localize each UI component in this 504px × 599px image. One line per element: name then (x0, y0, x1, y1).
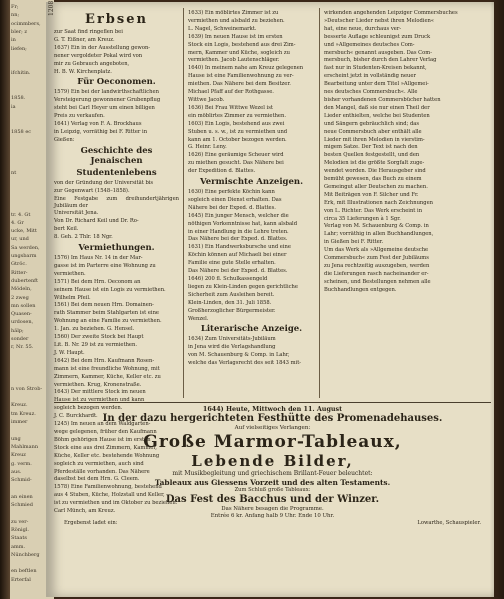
text-line: Mit Beiträgen von F. Silcher und Fr. (324, 191, 419, 198)
text-line: in Jena wird die Verlagshandlung (188, 344, 276, 351)
text-line: Buchhandlungen entgegen. (324, 286, 397, 293)
text-line: 1571) Bei dem Hrn. Oeconom an (54, 278, 141, 285)
facing-page-fragment: an einen (11, 493, 33, 500)
facing-page-fragment: Schmied (11, 502, 33, 508)
text-line: 1636) Bei Frau Wittwe Wezel ist (188, 104, 273, 111)
text-line: zur Saat find ringeflen bei (54, 29, 123, 35)
announcement-subheadline: Lebende Bilder, (191, 452, 354, 470)
text-line: 8. Geh. 2 Thlr. 18 Ngr. (54, 234, 113, 241)
facing-page-fragment: r, Nr. 55. (11, 344, 34, 351)
text-line: kann am 1. October bezogen werden. (188, 136, 287, 143)
text-line: steht bei Carl Heyer um einen billigen (54, 105, 155, 112)
facing-page-fragment: nn; (11, 12, 20, 19)
text-line: migem Satze. Der Text ist nach den (324, 144, 418, 151)
text-line: nöthigen Vorkenntnisse hat, kann alsbald (188, 220, 298, 227)
text-line: Zimmern, Kammer, Küche, Keller etc. zu (54, 373, 161, 380)
text-line: vermiethen. Jacob Lautenschläger. (188, 57, 280, 64)
facing-page-fragment: Mödeln, (11, 286, 32, 293)
text-line: Verlag von M. Schauenburg & Comp. in (324, 223, 429, 230)
text-line: hat, eine neue, durchaus ver- (324, 25, 402, 32)
text-line: zu miethen gesucht. Das Nähere bei (188, 160, 284, 167)
announcement-tableaux: Tableaux aus Giessens Vorzeit und des alten Testaments. (154, 477, 391, 487)
announcement-headline: Große Marmor-Tableaux, (143, 432, 402, 452)
facing-page-fragment: ung (11, 435, 21, 442)
text-line: Küche, Keller etc. bestehende Wohnung (54, 452, 160, 459)
facing-page-fragment: Nünchberg (11, 551, 40, 558)
section-heading: Geschichte des Jenaischen (80, 145, 153, 166)
text-line: ein möblirtes Zimmer zu vermiethen. (188, 112, 286, 119)
text-line: 1640) In meinem nahe am Kreuz gelegenen (188, 65, 304, 72)
text-line: nener vergoldeter Pokal wird von (54, 52, 143, 59)
facing-page-fragment: tm Kreuz. (11, 410, 36, 417)
facing-page-fragment: Quasen- (11, 311, 32, 318)
text-line: bisher vorhandenen Commersbücher hatten (324, 96, 441, 103)
text-line: zur Gegenwart (1548–1858). (54, 187, 130, 194)
announcement-signature (54, 520, 491, 527)
text-line: und »Allgemeines deutsches Com- (324, 41, 415, 48)
text-line: Carl Münch, am Kreuz. (54, 508, 116, 515)
facing-page-fragment: Kreuz (11, 452, 26, 459)
col3-text (324, 10, 491, 294)
text-line: mir zu Gebrauch angeboten, (54, 60, 130, 67)
announcement-request: Auf vielseitiges Verlangen: (234, 425, 311, 431)
section-heading: Für Oeconomen. (77, 77, 156, 88)
facing-page-fragment: 4. Gr (11, 219, 24, 226)
text-line: »Deutscher Lieder nebst ihren Melodien« (324, 17, 435, 24)
text-line: bemüht gewesen, das Buch zu einem (324, 176, 422, 183)
text-line: G. T. Eißner, am Kreuz. (54, 36, 115, 43)
facing-page-fragment: sonder (11, 336, 29, 342)
book-spine (0, 0, 10, 599)
text-line: 1579) Ein bei der landwirthschaftlichen (54, 89, 159, 96)
text-line: Wenzel. (188, 315, 209, 322)
facing-page-fragment: 1858 ec (11, 128, 32, 135)
text-line: 1561) Bei dem neuen Hrn. Domainen- (54, 302, 154, 309)
text-line: der Expedition d. Blattes. (188, 168, 256, 175)
facing-page-fragment: amm. (11, 543, 26, 550)
text-line: Erk, mit Illustrationen nach Zeichnungen (324, 199, 433, 206)
text-line: Böhm gehörigen Hause ist im ersten (54, 436, 151, 443)
text-line: Melodien ist die größte Sorgfalt zuge- (324, 160, 425, 167)
text-line: mann ist eine freundliche Wohnung, mit (54, 365, 160, 372)
announcement-finale: Das Fest des Bacchus und der Winzer. (165, 493, 380, 505)
text-line: Das Nähere bei der Exped. d. Blattes. (188, 268, 288, 275)
text-line: fast nur in Studenten-Kreisen bekannt, (324, 65, 427, 72)
announcement-date (54, 405, 491, 413)
text-line: in einer Handlung in die Lehre treten. (188, 228, 289, 235)
text-line: Hause ist zu vermiethen und kann (54, 397, 145, 404)
text-line: Von Dr. Richard Keil und Dr. Ro- (54, 218, 139, 225)
section-heading: Vermischte Anzeigen. (199, 177, 304, 188)
text-line: Um das Werk als »Allgemeine deutsche (324, 247, 429, 254)
facing-page-fragment: in (11, 37, 16, 44)
column-rule (319, 8, 320, 398)
facing-page-fragment: Gtröc. (11, 261, 27, 268)
text-line: Pferdeställe vorhanden. Das Nähere (54, 468, 150, 475)
text-line: 1639) Im neuen Hause ist im ersten (188, 33, 283, 40)
facing-page-fragment: ifchitin. (11, 70, 31, 77)
announcement-detail: mit Musikbegleitung und griechischem Brillant-Feuer beleuchtet: (172, 470, 373, 477)
text-line: Universität Jena. (54, 210, 99, 217)
text-line: 1646) 200 fl. Schulkassengeld (188, 276, 268, 282)
text-line: neue Commersbuch aber enthält alle (324, 128, 422, 135)
text-line: vermiethen und alsbald zu beziehen. (188, 17, 285, 24)
text-line: Gießen: (54, 136, 75, 143)
text-line: 1245) Im neuen an dem Waldgarten- (54, 421, 151, 428)
text-line: seinem Hause ist ein Logis zu vermiethen. (54, 286, 166, 293)
facing-page-fragment: 1858. (11, 95, 26, 102)
text-line: Lahr; vorräthig in allen Buchhandlungen, (324, 231, 434, 238)
col2-text (188, 10, 315, 367)
text-line: daselbst bei dem Hrn. G. Cleem. (54, 476, 140, 483)
section-heading: Studentenlebens (76, 167, 157, 178)
facing-page-fragment: ocimmbers, (11, 20, 41, 27)
text-line: von L. Richter. Das Werk erscheint in (324, 207, 423, 214)
facing-page-fragment: en beftlen (11, 568, 37, 575)
text-line: mern, Kammer und Küche, sogleich zu (188, 49, 290, 56)
text-line: sogleich zu vermiethen, auch sind (54, 460, 144, 467)
facing-page-fragment: Erterfal (11, 576, 31, 583)
text-line: von der Gründung der Universität bis (54, 179, 154, 186)
text-line: 1643) Der mittlere Stock im neuen (54, 389, 146, 396)
facing-page-fragment: Sa werden, (11, 244, 40, 251)
page-edge-shadow (490, 0, 504, 599)
text-line: Sicherheit zum Ausleihen bereit. (188, 291, 275, 298)
column-rule (183, 8, 184, 398)
text-line: rath Stammer beim Stahlgarten ist eine (54, 310, 159, 317)
facing-page-fragment: zu ver- (11, 518, 29, 525)
text-line: besten Quellen festgestellt, und den (324, 152, 420, 159)
text-line: liegen zu Klein-Linden gegen gerichtliche (188, 283, 298, 290)
signature-name: Lowarthe, Schauspieler. (417, 519, 481, 526)
facing-page-fragment: nt (11, 170, 17, 176)
text-line: Klein-Linden, den 31. Juli 1858. (188, 299, 272, 306)
text-line: Großherzoglicher Bürgermeister. (188, 307, 276, 314)
text-line: H. B. W. Kirchenplatz. (54, 68, 112, 75)
text-line: Lit. B. Nr. 29 ist zu vermiethen. (54, 342, 137, 348)
text-line: Michael Pfaff auf der Rothgasse. (188, 89, 274, 96)
text-line: Wohnung an eine Familie zu vermiethen. (54, 318, 162, 325)
text-line: wirkenden angehenden Leipziger Commersbuches (324, 10, 458, 16)
section-heading: Literarische Anzeige. (200, 324, 303, 335)
text-line: Familie eine gute Stelle erhalten. (188, 260, 276, 267)
text-line: Nähere bei der Exped. d. Blattes. (188, 204, 276, 211)
text-line: Versteigerung gewonnener Grubenpflug (54, 97, 161, 104)
text-line: J. W. Haupt. (54, 349, 85, 356)
text-line: Hause ist eine Familienwohnung zu ver- (188, 73, 294, 80)
text-line: den Mangel, daß sie nur einen Theil der (324, 104, 430, 111)
text-line: Stock ein Logis, bestehend aus drei Zim- (188, 41, 296, 48)
text-line: 1631) Ein Handwerksbursche und eine (188, 244, 291, 251)
facing-page-fragment: immer (11, 419, 28, 425)
text-line: G. Heinr. Leny. (188, 144, 227, 151)
text-line: die Lieferungen rasch nacheinander er- (324, 270, 429, 277)
text-line: besserte Auflage schleunigst zum Druck (324, 33, 431, 40)
text-line: 1637) Ein in der Ausstellung gewon- (54, 44, 151, 51)
text-line: Bearbeitung unter dem Titel »Allgemei- (324, 81, 429, 88)
newspaper-page (46, 2, 494, 597)
facing-page-fragment: dubertenft (11, 277, 39, 284)
text-line: J. C. Burckhardt. (54, 413, 98, 420)
facing-page-fragment: Fr; (11, 4, 19, 10)
col1-title: Erbsen (85, 12, 148, 27)
text-line: Das Nähere bei der Exped. d. Blattes. (188, 236, 288, 243)
text-line: sogleich einen Dienst erhalten. Das (188, 196, 282, 203)
text-line: Preis zu verkaufen. (54, 113, 105, 120)
facing-page-fragment: mn sollen (11, 302, 36, 309)
text-line: vermiethen. (54, 270, 86, 277)
facing-page-fragment: liefen; (11, 45, 27, 52)
text-line: bert Keil. (54, 226, 79, 233)
page-number: 1208 (48, 0, 55, 16)
text-line: Gemeingut aller Deutschen zu machen. (324, 183, 428, 190)
text-line: 1645) Ein junger Mensch, welcher die (188, 212, 289, 219)
facing-page-fragment: ur, und (11, 236, 29, 243)
theatre-announcement (54, 402, 491, 593)
facing-page-fragment: aus. (11, 468, 22, 475)
text-line: aus 4 Stuben, Küche, Holzstall und Keller, (54, 492, 165, 499)
text-line: Commersbuch« zum Fest der Jubiläums (324, 255, 429, 262)
text-line: wege gelegenen, früher den Kaufmann (54, 428, 157, 435)
column-2 (188, 10, 315, 396)
text-line: circa 35 Lieferungen à 1 Sgr. (324, 215, 401, 222)
text-line: sogleich bezogen werden. (54, 405, 123, 412)
text-line: 1626) Eine geräumige Scheuer wird (188, 152, 284, 159)
facing-page-fragment: Mahlmann (11, 443, 39, 450)
facing-page-fragment: tr. 4. Gt (11, 211, 31, 218)
text-line: ist zu vermiethen und im Oktober zu beziehen. (54, 500, 178, 507)
text-line: zu Jena rechtzeitig auszugeben, werden (324, 263, 430, 269)
text-line: 1633) Ein möblirtes Zimmer ist zu (188, 10, 279, 16)
text-line: von M. Schauenburg & Comp. in Lahr, (188, 352, 290, 359)
signature-invite: Ergebenst ladet ein: (64, 519, 118, 526)
section-heading: Vermiethungen. (78, 243, 155, 254)
text-line: 1634) Zum Universitäts-Jubiläum (188, 336, 276, 343)
text-line: 1576) Im Haus Nr. 14 in der Mar- (54, 255, 143, 262)
text-line: Wilhelm Pfeil. (54, 294, 91, 301)
text-line: L. Nagel, Schweinemarkt. (188, 25, 257, 32)
text-line: 1578) Eine Familienwohnung, bestehend (54, 484, 162, 491)
text-line: 1642) Bei dem Hrn. Kaufmann Rosen- (54, 357, 155, 364)
facing-page-fragment: g. verm. (11, 460, 32, 467)
text-line: wendet worden. Die Herausgeber sind (324, 168, 426, 175)
text-line: scheinen, und Bestellungen nehmen alle (324, 278, 431, 285)
text-line: Köchin können auf Michaeli bei einer (188, 252, 287, 259)
facing-page-fragment: ia (11, 103, 16, 110)
text-line: und Sängern gebräuchlich sind; das (324, 120, 420, 127)
facing-page-fragment: hälp; (11, 327, 24, 334)
facing-page-fragment: 2 zweg (11, 294, 29, 301)
column-1 (54, 10, 179, 515)
facing-page-fragment: urdosen, (11, 319, 34, 326)
announcement-closing-note: Zum Schluß große Tableaux: (234, 486, 311, 493)
facing-page-fragment: ucke, Mitt (11, 228, 37, 235)
text-line: 1560) Der zweite Stock bei Haupt (54, 334, 144, 341)
announcement-date-text: Heute, Mittwoch den 11. August (225, 405, 343, 413)
text-line: Lieder enthielten, welche bei Studenten (324, 112, 430, 119)
text-line: erscheint jetzt in vollständig neuer (324, 73, 416, 80)
text-line: Stock eine aus drei Zimmern, Kammer, (54, 444, 157, 451)
announcement-programs: Das Nähere besagen die Programme. (221, 505, 324, 512)
facing-page-fragment: n von Strob- (11, 385, 43, 392)
text-line: mersbuch, bisher durch den Lahrer Verlag (324, 57, 437, 64)
facing-page-fragment: bler; z (11, 28, 28, 35)
facing-page-fragment: Staats (11, 535, 27, 542)
facing-page-fragment: Ritter- (11, 269, 28, 276)
text-line: Stuben u. s. w., ist zu vermiethen und (188, 128, 288, 135)
text-line: 1641) Verlag von F. A. Brockhaus (54, 121, 142, 128)
ad-number: 1644) (202, 405, 224, 413)
text-line: Eine Festgabe zum dreihundertjährigen Jubiläum der (54, 195, 179, 209)
facing-page-fragment: Kreuz. (11, 402, 28, 409)
text-line: welche das Verlagsrecht des seit 1843 mit- (188, 360, 302, 367)
facing-page-fragment: Rönigl. (11, 526, 29, 533)
facing-page-fragment: Schmid- (11, 477, 32, 484)
column-3 (324, 10, 491, 396)
text-line: nes deutsches Commersbuch«. Alle (324, 89, 418, 96)
text-line: gasse ist im Parterre eine Wohnung zu (54, 262, 156, 269)
text-line: vermiethen. Krug, Kronenstraße. (54, 381, 142, 388)
text-line: 1603) Ein Logis, bestehend aus zwei (188, 120, 285, 127)
text-line: in Gießen bei F. Ritter. (324, 239, 384, 246)
facing-page-fragment: ungsbarm (11, 253, 37, 259)
text-line: Lieder mit ihren Melodien in vierstim- (324, 136, 425, 143)
text-line: 1. Jan. zu beziehen. G. Hensel. (54, 326, 135, 333)
text-line: mersbuch« genannt ausgeben. Das Com- (324, 49, 432, 56)
announcement-venue: In der dazu hergerichteten Festhütte des Promenadehauses. (102, 413, 443, 424)
announcement-admission: Entrée 6 kr. Anfang halb 9 Uhr. Ende 10 Uhr. (210, 512, 335, 519)
text-line: miethen. Das Nähere bei dem Besitzer. (188, 81, 291, 88)
text-line: Wittwe Jacob. (188, 96, 225, 103)
text-line: in Leipzig, vorräthig bei F. Ritter in (54, 128, 148, 135)
text-line: 1630) Eine perfekte Köchin kann (188, 189, 275, 196)
